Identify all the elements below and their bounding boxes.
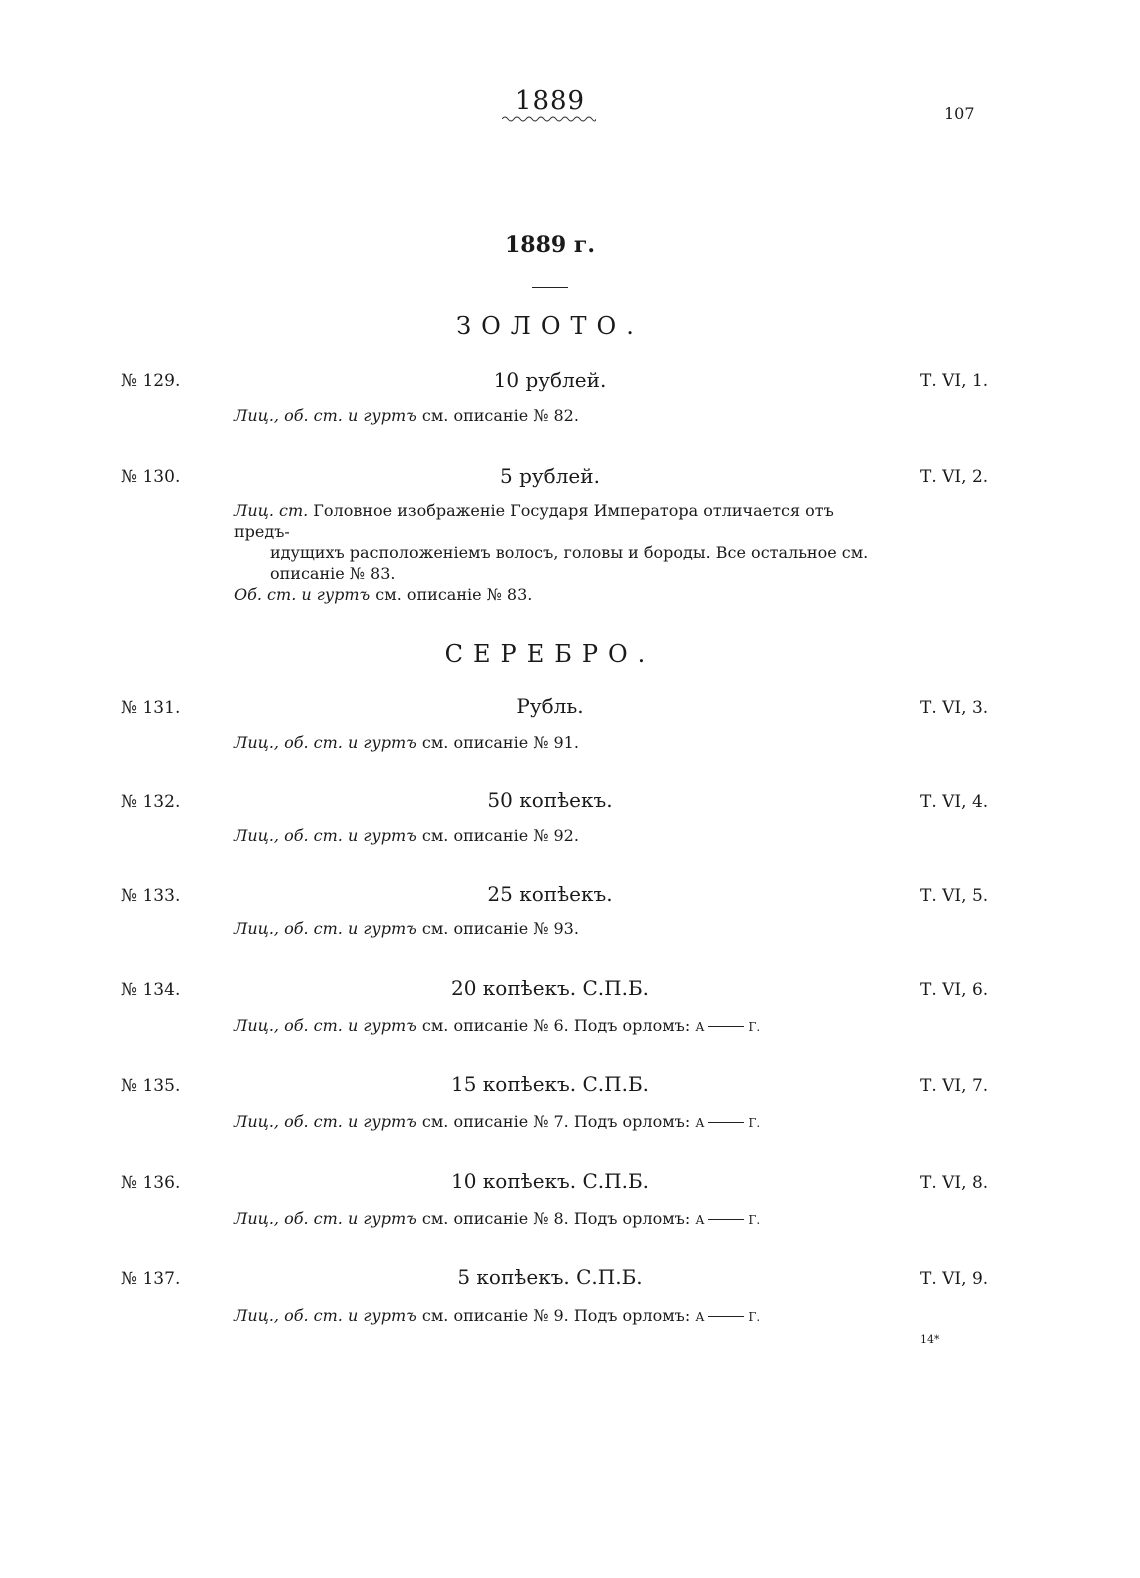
desc-text: см. описаніе № 9. Подъ орломъ: — [416, 1306, 691, 1325]
desc-italic: Лиц., об. ст. и гуртъ — [234, 826, 417, 845]
entry-description — [234, 1305, 874, 1328]
entry-denomination: 50 копѣекъ. — [487, 788, 613, 812]
entry-plate: Т. VI, 6. — [920, 980, 989, 1000]
entry-description — [234, 918, 874, 939]
entry-plate: Т. VI, 7. — [920, 1076, 989, 1096]
entry-denomination: 5 копѣекъ. С.П.Б. — [457, 1265, 643, 1289]
desc-text: см. описаніе № 93. — [416, 919, 579, 938]
desc-italic: Лиц., об. ст. и гуртъ — [234, 1209, 417, 1228]
section-title-gold: ЗОЛОТО. — [456, 312, 644, 340]
entry-denomination: 20 копѣекъ. С.П.Б. — [450, 976, 650, 1000]
desc-italic: Лиц. ст. — [234, 501, 309, 520]
entry-plate: Т. VI, 5. — [920, 886, 989, 906]
entry-plate: Т. VI, 3. — [920, 698, 989, 718]
desc-italic: Об. ст. и гуртъ — [234, 585, 371, 604]
entry-number: № 137. — [121, 1269, 181, 1289]
entry-description — [234, 405, 874, 426]
entry-denomination: 10 рублей. — [493, 368, 607, 392]
desc-text: Головное изображеніе Государя Императора отличается отъ предъ- — [234, 501, 834, 541]
mark-letter: Г. — [748, 1116, 761, 1130]
entry-number: № 129. — [121, 371, 181, 391]
desc-text: см. описаніе № 8. Подъ орломъ: — [416, 1209, 691, 1228]
entry-number: № 133. — [121, 886, 181, 906]
section-title-silver: СЕРЕБРО. — [444, 640, 656, 668]
entry-description — [234, 500, 874, 605]
entry-number: № 131. — [121, 698, 181, 718]
running-header-year: 1889 — [514, 86, 586, 116]
mark-letter: А — [695, 1116, 705, 1130]
entry-description — [234, 1015, 874, 1038]
entry-number: № 135. — [121, 1076, 181, 1096]
entry-number: № 130. — [121, 467, 181, 487]
entry-description — [234, 1111, 874, 1134]
mark-letter: А — [695, 1310, 705, 1324]
mark-letter: Г. — [748, 1020, 761, 1034]
entry-plate: Т. VI, 8. — [920, 1173, 989, 1193]
entry-plate: Т. VI, 4. — [920, 792, 989, 812]
desc-continuation: идущихъ расположеніемъ волосъ, головы и бороды. Все остальное см. — [270, 543, 869, 562]
entry-denomination: 10 копѣекъ. С.П.Б. — [450, 1169, 650, 1193]
year-heading: 1889 г. — [504, 232, 596, 258]
entry-number: № 136. — [121, 1173, 181, 1193]
desc-italic: Лиц., об. ст. и гуртъ — [234, 1306, 417, 1325]
desc-text: см. описаніе № 91. — [416, 733, 579, 752]
mark-letter: А — [695, 1213, 705, 1227]
entry-denomination: 15 копѣекъ. С.П.Б. — [450, 1072, 650, 1096]
dash — [708, 1316, 744, 1317]
desc-continuation: описаніе № 83. — [270, 564, 396, 583]
entry-description — [234, 732, 874, 753]
mark-letter: Г. — [748, 1310, 761, 1324]
desc-italic: Лиц., об. ст. и гуртъ — [234, 1112, 417, 1131]
desc-italic: Лиц., об. ст. и гуртъ — [234, 406, 417, 425]
entry-number: № 134. — [121, 980, 181, 1000]
page-number: 107 — [944, 104, 975, 123]
signature-mark: 14* — [920, 1333, 940, 1346]
desc-text: см. описаніе № 82. — [416, 406, 579, 425]
entry-plate: Т. VI, 9. — [920, 1269, 989, 1289]
desc-italic: Лиц., об. ст. и гуртъ — [234, 733, 417, 752]
entry-denomination: 5 рублей. — [500, 464, 600, 488]
desc-text: см. описаніе № 92. — [416, 826, 579, 845]
entry-description — [234, 825, 874, 846]
desc-italic: Лиц., об. ст. и гуртъ — [234, 919, 417, 938]
dash — [708, 1219, 744, 1220]
mark-letter: А — [695, 1020, 705, 1034]
entry-denomination: Рубль. — [516, 694, 584, 718]
entry-plate: Т. VI, 2. — [920, 467, 989, 487]
entry-plate: Т. VI, 1. — [920, 371, 989, 391]
entry-number: № 132. — [121, 792, 181, 812]
mark-letter: Г. — [748, 1213, 761, 1227]
dash — [708, 1026, 744, 1027]
dash — [708, 1122, 744, 1123]
entry-denomination: 25 копѣекъ. — [487, 882, 613, 906]
desc-text: см. описаніе № 6. Подъ орломъ: — [416, 1016, 691, 1035]
desc-text: см. описаніе № 7. Подъ орломъ: — [416, 1112, 691, 1131]
desc-italic: Лиц., об. ст. и гуртъ — [234, 1016, 417, 1035]
desc-text: см. описаніе № 83. — [370, 585, 533, 604]
wavy-underline — [502, 114, 596, 124]
heading-rule — [532, 287, 568, 288]
entry-description — [234, 1208, 874, 1231]
